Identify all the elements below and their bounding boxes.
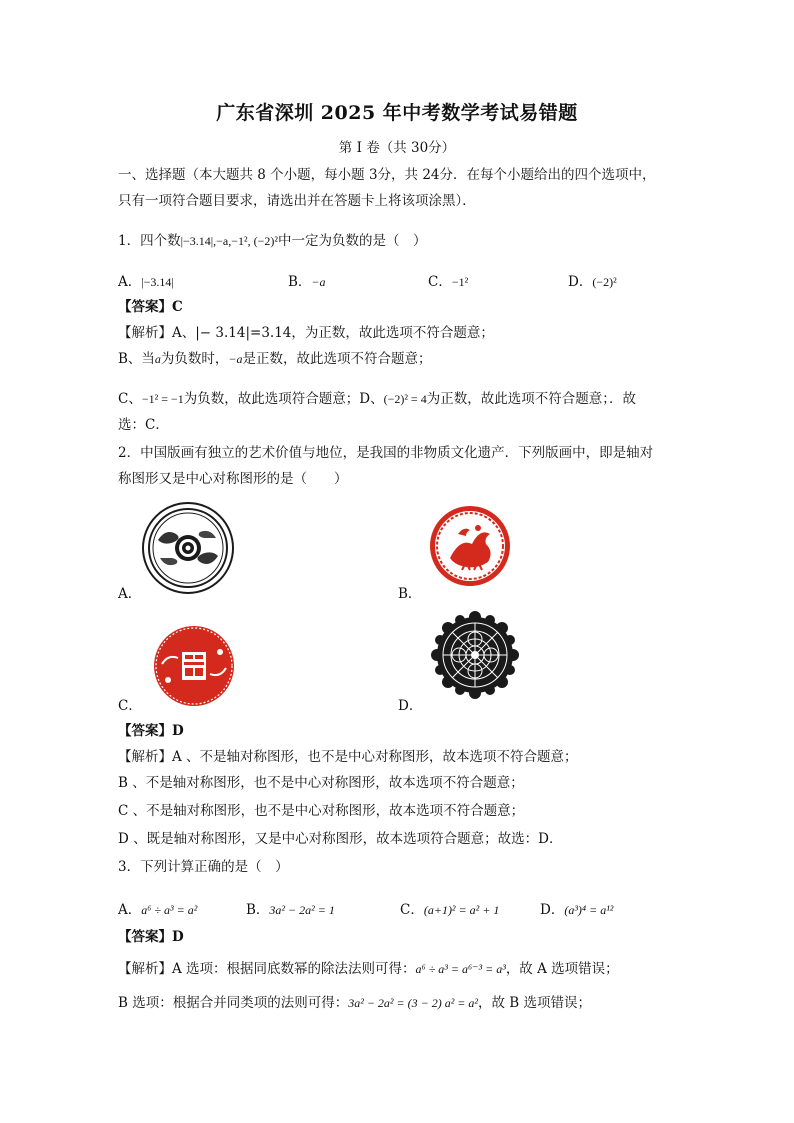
question-1-expression: |−3.14|,−a,−1², (−2)²	[180, 234, 278, 248]
question-1-suffix: 中一定为负数的是（ ）	[277, 233, 427, 249]
question-1-analysis-line-3: C、−1² = −1为负数，故此选项符合题意；D、(−2)² = 4为正数，故此选项不符合题意；．故	[118, 391, 636, 407]
question-2-stem-line-1: 2．中国版画有独立的艺术价值与地位，是我国的非物质文化遗产．下列版画中，即是轴对	[118, 445, 654, 461]
question-1-analysis-line-4: 选：C．	[118, 417, 169, 433]
section-instruction-line-2: 只有一项符合题目要求，请选出并在答题卡上将该项涂黑）．	[118, 193, 476, 209]
figure-c-label: C．	[118, 698, 142, 714]
question-1-option-b: B．−a	[288, 274, 326, 290]
question-1-analysis-line-1: 【解析】A、|− 3.14|=3.14，为正数，故此选项不符合题意；	[118, 325, 494, 341]
figure-a-label: A．	[118, 586, 142, 602]
question-3-analysis-line-2: B 选项：根据合并同类项的法则可得：3a² − 2a² = (3 − 2) a² = a²，故 B 选项错误；	[118, 995, 592, 1011]
figure-d-label: D．	[398, 698, 423, 714]
question-1-option-a: A．|−3.14|	[118, 274, 174, 290]
figure-c-print	[152, 624, 236, 708]
question-3-analysis-line-1: 【解析】A 选项：根据同底数幂的除法法则可得：a⁶ ÷ a³ = a⁶⁻³ = a³，故 A 选项错误；	[118, 961, 619, 977]
question-1-answer: 【答案】C	[118, 299, 183, 315]
question-2-analysis-line-2: B 、不是轴对称图形，也不是中心对称图形，故本选项不符合题意；	[118, 775, 524, 791]
question-3-option-a: A．a⁶ ÷ a³ = a²	[118, 902, 198, 918]
question-3-option-d: D．(a³)⁴ = a¹²	[540, 902, 614, 918]
question-1-option-d: D．(−2)²	[568, 274, 617, 290]
question-2-analysis-line-3: C 、不是轴对称图形，也不是中心对称图形，故本选项不符合题意；	[118, 803, 525, 819]
question-3-stem: 3．下列计算正确的是（ ）	[118, 859, 289, 875]
question-2-answer: 【答案】D	[118, 723, 184, 739]
figure-b-print	[428, 504, 512, 588]
question-3-option-c: C．(a+1)² = a² + 1	[400, 902, 500, 918]
document-title: 广东省深圳 2025 年中考数学考试易错题	[216, 102, 578, 124]
question-1-option-c: C．−1²	[428, 274, 469, 290]
figure-d-print	[430, 610, 520, 700]
figure-a-print	[140, 500, 236, 596]
section-subtitle: 第 I 卷（共 30分）	[338, 140, 456, 156]
question-3-option-b: B．3a² − 2a² = 1	[246, 902, 335, 918]
question-1-prefix: 1．四个数	[118, 233, 181, 249]
question-1-stem	[118, 232, 426, 250]
question-1-analysis-line-2: B、当a为负数时，−a是正数，故此选项不符合题意；	[118, 351, 432, 367]
question-2-analysis-line-4: D 、既是轴对称图形，又是中心对称图形，故本选项符合题意；故选：D．	[118, 831, 563, 847]
question-2-stem-line-2: 称图形又是中心对称图形的是（ ）	[118, 471, 348, 487]
section-instruction-line-1: 一、选择题（本大题共 8 个小题，每小题 3分，共 24分．在每个小题给出的四个选项中，	[118, 167, 656, 183]
question-2-analysis-line-1: 【解析】A 、不是轴对称图形，也不是中心对称图形，故本选项不符合题意；	[118, 749, 578, 765]
figure-b-label: B．	[398, 586, 422, 602]
question-3-answer: 【答案】D	[118, 929, 184, 945]
